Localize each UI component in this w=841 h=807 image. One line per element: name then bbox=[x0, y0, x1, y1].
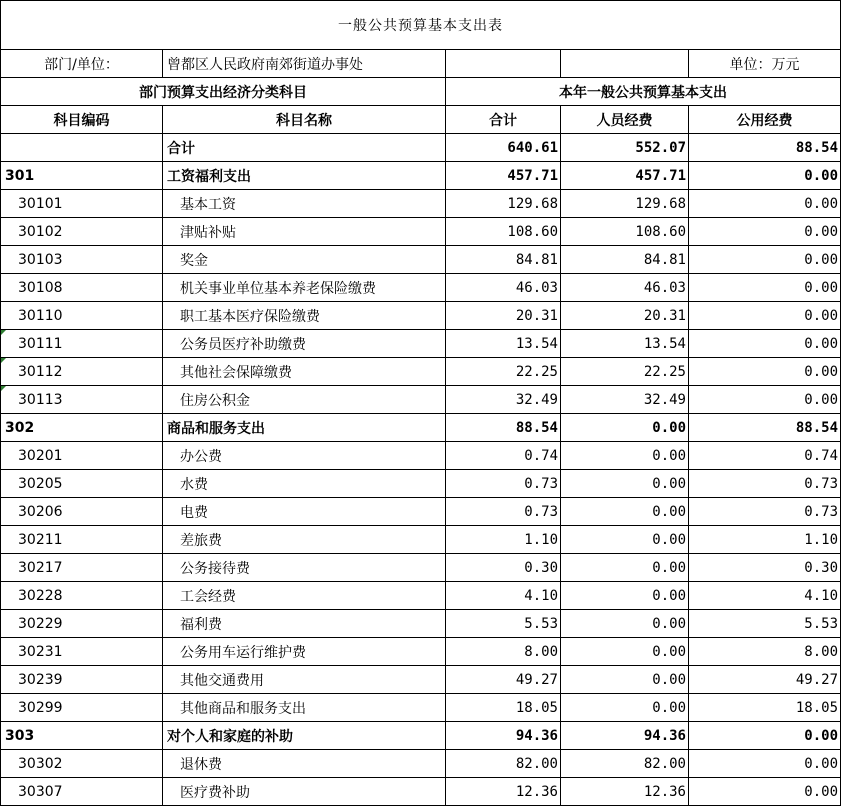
table-row bbox=[1, 498, 841, 526]
name-cell: 差旅费 bbox=[163, 526, 446, 554]
table-row bbox=[1, 302, 841, 330]
table-row bbox=[1, 162, 841, 190]
table-row bbox=[1, 666, 841, 694]
personnel-cell: 0.00 bbox=[561, 610, 689, 638]
total-cell: 46.03 bbox=[446, 274, 561, 302]
name-cell: 津贴补贴 bbox=[163, 218, 446, 246]
table-row bbox=[1, 358, 841, 386]
public-cell: 0.74 bbox=[689, 442, 841, 470]
total-cell: 4.10 bbox=[446, 582, 561, 610]
name-cell: 电费 bbox=[163, 498, 446, 526]
public-cell: 4.10 bbox=[689, 582, 841, 610]
table-row bbox=[1, 638, 841, 666]
public-cell: 0.00 bbox=[689, 190, 841, 218]
personnel-cell: 84.81 bbox=[561, 246, 689, 274]
title-row bbox=[1, 1, 841, 50]
personnel-cell: 0.00 bbox=[561, 442, 689, 470]
code-cell: 302 bbox=[1, 414, 163, 442]
column-header-name: 科目名称 bbox=[163, 106, 446, 134]
code-cell: 30108 bbox=[1, 274, 163, 302]
column-header-total: 合计 bbox=[446, 106, 561, 134]
name-cell: 福利费 bbox=[163, 610, 446, 638]
unit-label: 单位：万元 bbox=[689, 50, 841, 78]
code-cell: 30205 bbox=[1, 470, 163, 498]
meta-row bbox=[1, 50, 841, 78]
table-row bbox=[1, 526, 841, 554]
code-cell: 30102 bbox=[1, 218, 163, 246]
public-cell: 88.54 bbox=[689, 414, 841, 442]
code-cell: 30111 bbox=[1, 330, 163, 358]
code-cell: 30112 bbox=[1, 358, 163, 386]
code-cell bbox=[1, 134, 163, 162]
public-cell: 0.73 bbox=[689, 470, 841, 498]
total-cell: 18.05 bbox=[446, 694, 561, 722]
personnel-cell: 552.07 bbox=[561, 134, 689, 162]
name-cell: 职工基本医疗保险缴费 bbox=[163, 302, 446, 330]
code-cell: 30239 bbox=[1, 666, 163, 694]
personnel-cell: 94.36 bbox=[561, 722, 689, 750]
public-cell: 0.73 bbox=[689, 498, 841, 526]
code-cell: 30299 bbox=[1, 694, 163, 722]
table-row bbox=[1, 134, 841, 162]
public-cell: 0.00 bbox=[689, 358, 841, 386]
total-cell: 0.74 bbox=[446, 442, 561, 470]
personnel-cell: 22.25 bbox=[561, 358, 689, 386]
personnel-cell: 108.60 bbox=[561, 218, 689, 246]
public-cell: 0.00 bbox=[689, 750, 841, 778]
department-label: 部门/单位： bbox=[1, 50, 163, 78]
public-cell: 49.27 bbox=[689, 666, 841, 694]
public-cell: 0.00 bbox=[689, 218, 841, 246]
column-header-row bbox=[1, 106, 841, 134]
code-cell: 30302 bbox=[1, 750, 163, 778]
column-header-public: 公用经费 bbox=[689, 106, 841, 134]
header-group-right: 本年一般公共预算基本支出 bbox=[446, 78, 841, 106]
code-cell: 30229 bbox=[1, 610, 163, 638]
name-cell: 公务员医疗补助缴费 bbox=[163, 330, 446, 358]
department-name: 曾都区人民政府南郊街道办事处 bbox=[163, 50, 446, 78]
total-cell: 32.49 bbox=[446, 386, 561, 414]
code-cell: 30307 bbox=[1, 778, 163, 806]
table-row bbox=[1, 722, 841, 750]
total-cell: 0.73 bbox=[446, 498, 561, 526]
total-cell: 8.00 bbox=[446, 638, 561, 666]
code-cell: 30206 bbox=[1, 498, 163, 526]
personnel-cell: 0.00 bbox=[561, 554, 689, 582]
header-group-left: 部门预算支出经济分类科目 bbox=[1, 78, 446, 106]
total-cell: 84.81 bbox=[446, 246, 561, 274]
personnel-cell: 13.54 bbox=[561, 330, 689, 358]
table-row bbox=[1, 386, 841, 414]
public-cell: 0.00 bbox=[689, 330, 841, 358]
group-header-row bbox=[1, 78, 841, 106]
personnel-cell: 457.71 bbox=[561, 162, 689, 190]
table-row bbox=[1, 610, 841, 638]
table-row bbox=[1, 470, 841, 498]
total-cell: 0.30 bbox=[446, 554, 561, 582]
total-cell: 0.73 bbox=[446, 470, 561, 498]
code-cell: 30217 bbox=[1, 554, 163, 582]
total-cell: 640.61 bbox=[446, 134, 561, 162]
name-cell: 基本工资 bbox=[163, 190, 446, 218]
name-cell: 其他交通费用 bbox=[163, 666, 446, 694]
personnel-cell: 12.36 bbox=[561, 778, 689, 806]
public-cell: 0.00 bbox=[689, 778, 841, 806]
personnel-cell: 0.00 bbox=[561, 694, 689, 722]
public-cell: 88.54 bbox=[689, 134, 841, 162]
table-row bbox=[1, 190, 841, 218]
code-cell: 30228 bbox=[1, 582, 163, 610]
name-cell: 合计 bbox=[163, 134, 446, 162]
column-header-code: 科目编码 bbox=[1, 106, 163, 134]
column-header-personnel: 人员经费 bbox=[561, 106, 689, 134]
table-title: 一般公共预算基本支出表 bbox=[1, 1, 841, 50]
table-row bbox=[1, 274, 841, 302]
code-cell: 30201 bbox=[1, 442, 163, 470]
total-cell: 49.27 bbox=[446, 666, 561, 694]
name-cell: 公务接待费 bbox=[163, 554, 446, 582]
personnel-cell: 0.00 bbox=[561, 470, 689, 498]
table-row bbox=[1, 694, 841, 722]
code-cell: 30103 bbox=[1, 246, 163, 274]
table-row bbox=[1, 442, 841, 470]
total-cell: 22.25 bbox=[446, 358, 561, 386]
public-cell: 0.00 bbox=[689, 302, 841, 330]
name-cell: 工资福利支出 bbox=[163, 162, 446, 190]
public-cell: 0.00 bbox=[689, 722, 841, 750]
total-cell: 129.68 bbox=[446, 190, 561, 218]
name-cell: 水费 bbox=[163, 470, 446, 498]
code-cell: 303 bbox=[1, 722, 163, 750]
name-cell: 工会经费 bbox=[163, 582, 446, 610]
public-cell: 0.00 bbox=[689, 246, 841, 274]
personnel-cell: 0.00 bbox=[561, 638, 689, 666]
public-cell: 8.00 bbox=[689, 638, 841, 666]
name-cell: 公务用车运行维护费 bbox=[163, 638, 446, 666]
table-row bbox=[1, 750, 841, 778]
public-cell: 0.30 bbox=[689, 554, 841, 582]
table-row bbox=[1, 582, 841, 610]
code-cell: 30231 bbox=[1, 638, 163, 666]
code-cell: 30110 bbox=[1, 302, 163, 330]
code-cell: 30101 bbox=[1, 190, 163, 218]
personnel-cell: 32.49 bbox=[561, 386, 689, 414]
total-cell: 12.36 bbox=[446, 778, 561, 806]
personnel-cell: 82.00 bbox=[561, 750, 689, 778]
personnel-cell: 46.03 bbox=[561, 274, 689, 302]
personnel-cell: 0.00 bbox=[561, 666, 689, 694]
personnel-cell: 0.00 bbox=[561, 526, 689, 554]
total-cell: 108.60 bbox=[446, 218, 561, 246]
name-cell: 住房公积金 bbox=[163, 386, 446, 414]
code-cell: 301 bbox=[1, 162, 163, 190]
total-cell: 94.36 bbox=[446, 722, 561, 750]
name-cell: 其他商品和服务支出 bbox=[163, 694, 446, 722]
name-cell: 退休费 bbox=[163, 750, 446, 778]
total-cell: 13.54 bbox=[446, 330, 561, 358]
personnel-cell: 129.68 bbox=[561, 190, 689, 218]
code-cell: 30113 bbox=[1, 386, 163, 414]
name-cell: 其他社会保障缴费 bbox=[163, 358, 446, 386]
name-cell: 医疗费补助 bbox=[163, 778, 446, 806]
public-cell: 5.53 bbox=[689, 610, 841, 638]
name-cell: 商品和服务支出 bbox=[163, 414, 446, 442]
public-cell: 18.05 bbox=[689, 694, 841, 722]
total-cell: 5.53 bbox=[446, 610, 561, 638]
name-cell: 对个人和家庭的补助 bbox=[163, 722, 446, 750]
code-cell: 30211 bbox=[1, 526, 163, 554]
personnel-cell: 20.31 bbox=[561, 302, 689, 330]
public-cell: 0.00 bbox=[689, 274, 841, 302]
name-cell: 机关事业单位基本养老保险缴费 bbox=[163, 274, 446, 302]
table-row bbox=[1, 554, 841, 582]
table-row bbox=[1, 778, 841, 806]
public-cell: 0.00 bbox=[689, 162, 841, 190]
public-cell: 1.10 bbox=[689, 526, 841, 554]
total-cell: 1.10 bbox=[446, 526, 561, 554]
personnel-cell: 0.00 bbox=[561, 582, 689, 610]
name-cell: 奖金 bbox=[163, 246, 446, 274]
table-row bbox=[1, 218, 841, 246]
personnel-cell: 0.00 bbox=[561, 498, 689, 526]
total-cell: 88.54 bbox=[446, 414, 561, 442]
table-row bbox=[1, 414, 841, 442]
public-cell: 0.00 bbox=[689, 386, 841, 414]
total-cell: 20.31 bbox=[446, 302, 561, 330]
empty-cell bbox=[446, 50, 561, 78]
personnel-cell: 0.00 bbox=[561, 414, 689, 442]
table-row bbox=[1, 330, 841, 358]
empty-cell bbox=[561, 50, 689, 78]
total-cell: 82.00 bbox=[446, 750, 561, 778]
table-row bbox=[1, 246, 841, 274]
name-cell: 办公费 bbox=[163, 442, 446, 470]
total-cell: 457.71 bbox=[446, 162, 561, 190]
